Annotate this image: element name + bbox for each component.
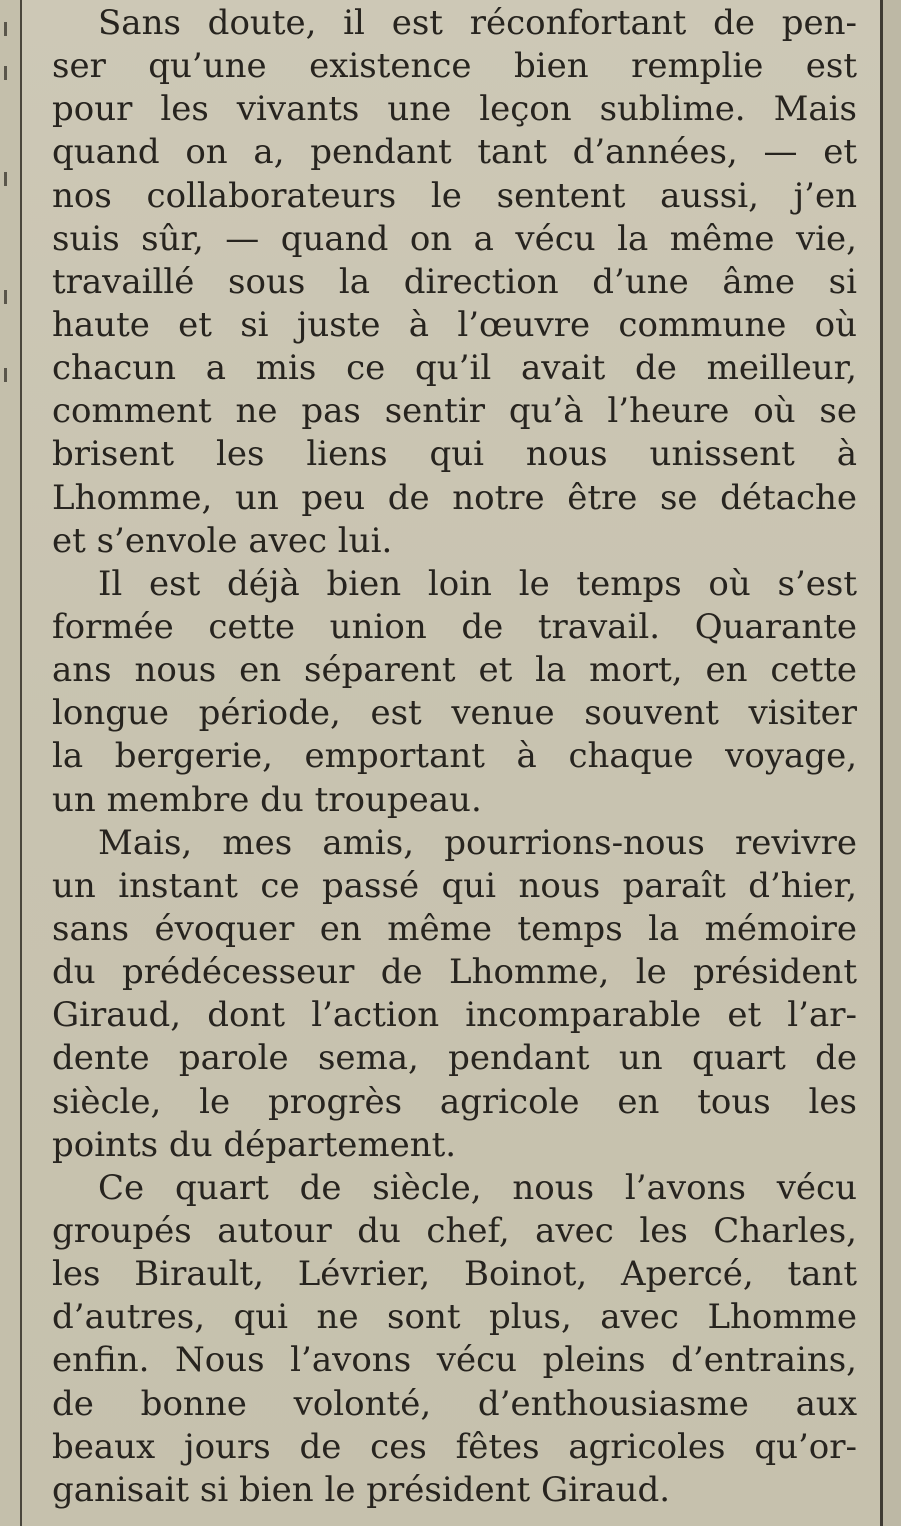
article-column bbox=[52, 2, 857, 1512]
text-line: pour les vivants une leçon sublime. Mais bbox=[52, 89, 857, 130]
text-line: formée cette union de travail. Quarante bbox=[52, 606, 857, 647]
text-line: dente parole sema, pendant un quart de bbox=[52, 1038, 857, 1079]
text-line: un instant ce passé qui nous paraît d’hier, bbox=[52, 865, 857, 906]
text-line: les Birault, Lévrier, Boinot, Apercé, tant bbox=[52, 1254, 857, 1295]
text-line: Ce quart de siècle, nous l’avons vécu bbox=[98, 1167, 857, 1208]
text-line: sans évoquer en même temps la mémoire bbox=[52, 908, 857, 949]
adjacent-column-edge-right bbox=[883, 0, 901, 1526]
text-line: brisent les liens qui nous unissent à bbox=[52, 434, 857, 475]
adjacent-column-edge bbox=[0, 0, 20, 1526]
paragraph bbox=[52, 563, 857, 822]
text-line: Giraud, dont l’action incomparable et l’ar- bbox=[52, 995, 857, 1036]
text-line: du prédécesseur de Lhomme, le président bbox=[52, 952, 857, 993]
edge-mark bbox=[4, 368, 7, 382]
text-line: Lhomme, un peu de notre être se détache bbox=[52, 477, 857, 518]
text-line: longue période, est venue souvent visiter bbox=[52, 693, 857, 734]
edge-mark bbox=[4, 22, 7, 36]
text-line: quand on a, pendant tant d’années, — et bbox=[52, 132, 857, 173]
text-line: groupés autour du chef, avec les Charles, bbox=[52, 1210, 857, 1251]
text-line: enfin. Nous l’avons vécu pleins d’entrains, bbox=[52, 1340, 857, 1381]
text-line: beaux jours de ces fêtes agricoles qu’or- bbox=[52, 1426, 857, 1467]
text-line: ganisait si bien le président Giraud. bbox=[52, 1469, 671, 1510]
text-line: d’autres, qui ne sont plus, avec Lhomme bbox=[52, 1297, 857, 1338]
column-rule-left bbox=[20, 0, 22, 1526]
paragraph bbox=[52, 822, 857, 1167]
edge-mark bbox=[4, 66, 7, 80]
text-line: comment ne pas sentir qu’à l’heure où se bbox=[52, 391, 857, 432]
text-line: siècle, le progrès agricole en tous les bbox=[52, 1081, 857, 1122]
text-line: de bonne volonté, d’enthousiasme aux bbox=[52, 1383, 857, 1424]
text-line: la bergerie, emportant à chaque voyage, bbox=[52, 736, 857, 777]
edge-mark bbox=[4, 290, 7, 304]
text-line: et s’envole avec lui. bbox=[52, 520, 393, 561]
edge-mark bbox=[4, 172, 7, 186]
text-line: un membre du troupeau. bbox=[52, 779, 482, 820]
text-line: Sans doute, il est réconfortant de pen- bbox=[98, 3, 857, 43]
text-line: Mais, mes amis, pourrions-nous revivre bbox=[98, 822, 857, 863]
paragraph bbox=[52, 1167, 857, 1512]
text-line: haute et si juste à l’œuvre commune où bbox=[52, 304, 857, 345]
text-line: suis sûr, — quand on a vécu la même vie, bbox=[52, 218, 857, 259]
text-line: travaillé sous la direction d’une âme si bbox=[52, 261, 857, 302]
text-line: points du département. bbox=[52, 1124, 457, 1165]
paragraph bbox=[52, 2, 857, 563]
text-line: chacun a mis ce qu’il avait de meilleur, bbox=[52, 348, 857, 389]
text-line: ser qu’une existence bien remplie est bbox=[52, 46, 857, 87]
text-line: Il est déjà bien loin le temps où s’est bbox=[98, 563, 857, 604]
text-line: ans nous en séparent et la mort, en cette bbox=[52, 650, 857, 691]
text-line: nos collaborateurs le sentent aussi, j’en bbox=[52, 175, 857, 216]
